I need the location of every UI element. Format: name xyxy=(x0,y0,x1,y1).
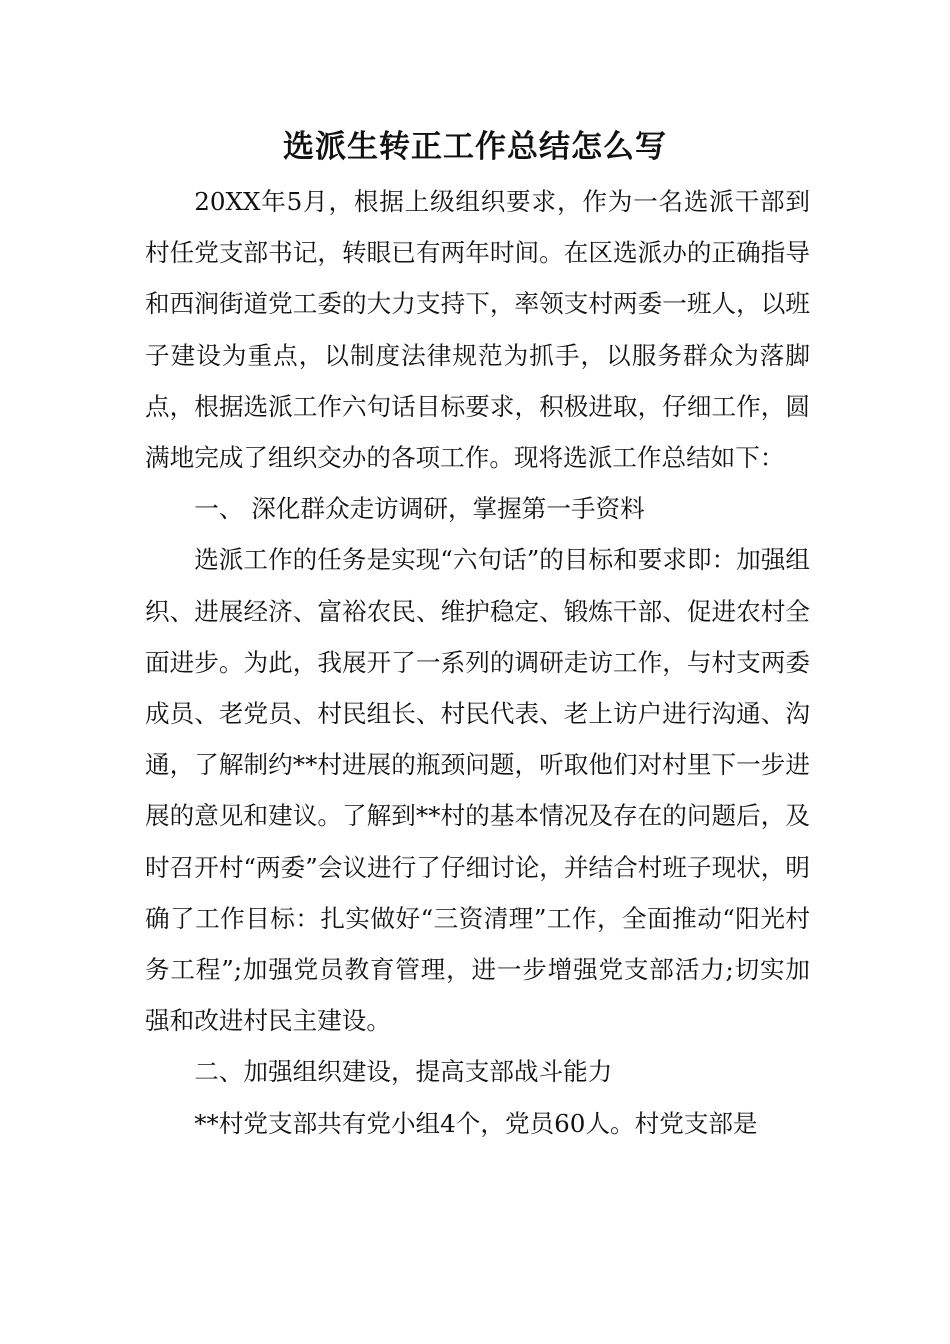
paragraph-section-1: 选派工作的任务是实现“六句话”的目标和要求即：加强组织、进展经济、富裕农民、维护稳定、锻炼干部、促进农村全面进步。为此，我展开了一系列的调研走访工作，与村支两委成员、老党员、村民组长、村民代表、老上访户进行沟通、沟通，了解制约**村进展的瓶颈问题，听取他们对村里下一步进展的意见和建议。了解到**村的基本情况及存在的问题后，及时召开村“两委”会议进行了仔细讨论，并结合村班子现状，明确了工作目标：扎实做好“三资清理”工作，全面推动“阳光村务工程”;加强党员教育管理，进一步增强党支部活力;切实加强和改进村民主建设。 xyxy=(145,545,810,1036)
section-heading-2: 二、加强组织建设，提高支部战斗能力 xyxy=(194,1057,613,1087)
document-title: 选派生转正工作总结怎么写 xyxy=(283,129,667,165)
paragraph-intro: 20XX年5月，根据上级组织要求，作为一名选派干部到村任党支部书记，转眼已有两年时间。在区选派办的正确指导和西涧街道党工委的大力支持下，率领支村两委一班人，以班子建设为重点，以制度法律规范为抓手，以服务群众为落脚点，根据选派工作六句话目标要求，积极进取，仔细工作，圆满地完成了组织交办的各项工作。现将选派工作总结如下： xyxy=(145,187,810,473)
section-heading-1: 一、 深化群众走访调研，掌握第一手资料 xyxy=(194,494,645,524)
document-body xyxy=(145,176,810,1149)
paragraph-section-2: **村党支部共有党小组4个，党员60人。村党支部是 xyxy=(194,1108,758,1138)
